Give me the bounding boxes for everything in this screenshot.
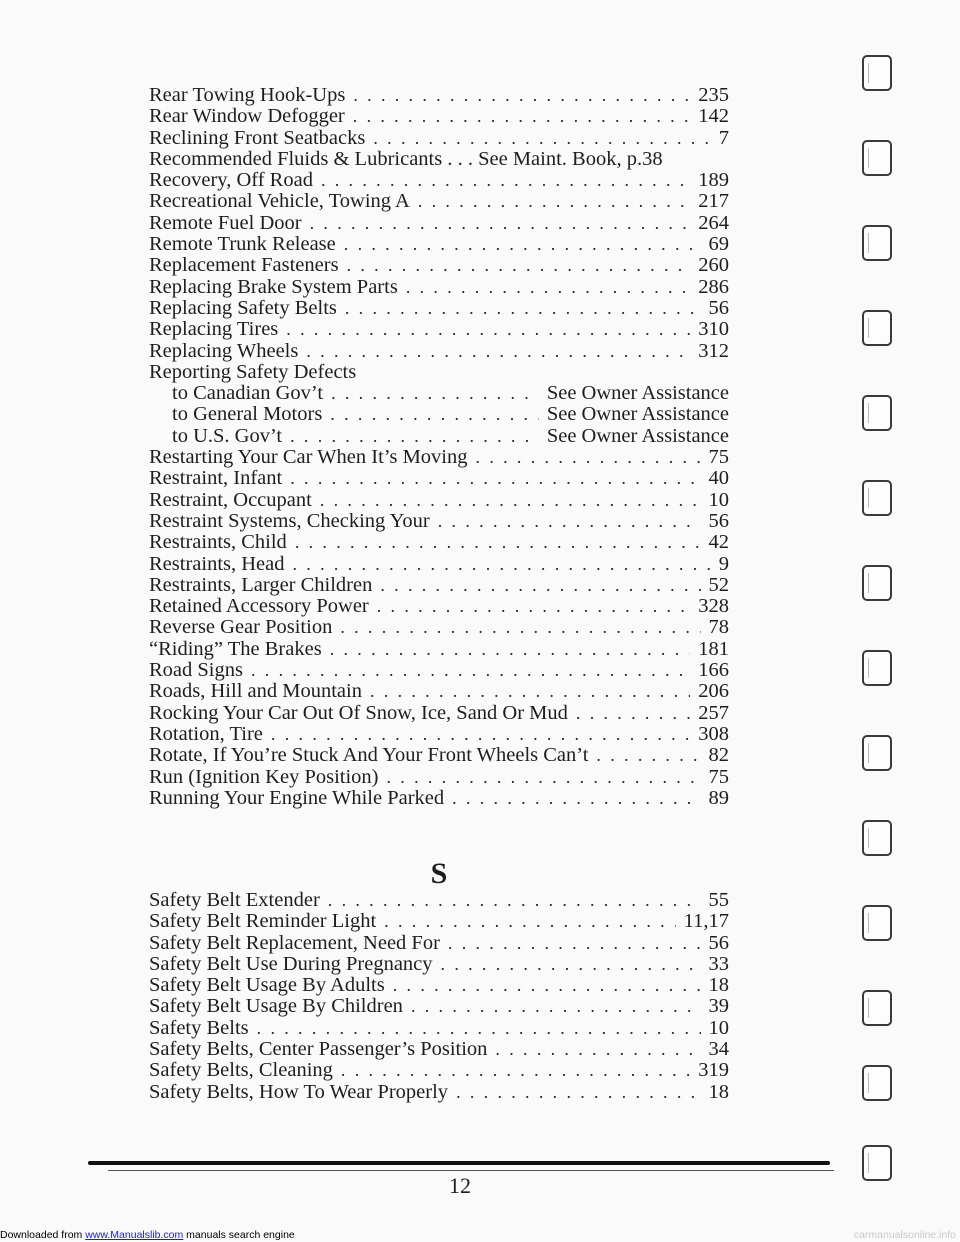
binder-tabs — [858, 55, 898, 1175]
entry-label: Recovery, Off Road — [149, 170, 313, 192]
dot-leader — [406, 277, 690, 298]
entry-label: Replacing Tires — [149, 319, 279, 341]
dot-leader — [331, 383, 539, 404]
binder-tab — [862, 140, 892, 176]
entry-page: 89 — [708, 787, 729, 809]
binder-tab — [862, 1065, 892, 1101]
dot-leader — [456, 1082, 700, 1103]
index-entry — [149, 681, 729, 702]
index-entry — [149, 298, 729, 319]
entry-label: Road Signs — [149, 660, 243, 682]
binder-tab — [862, 735, 892, 771]
entry-page: 166 — [698, 660, 729, 682]
binder-tab — [862, 480, 892, 516]
dot-leader — [321, 170, 690, 191]
index-entry — [149, 255, 729, 276]
dot-leader — [380, 575, 700, 596]
dot-leader — [495, 1039, 700, 1060]
dot-leader — [384, 911, 675, 932]
entry-label: Safety Belt Usage By Children — [149, 996, 403, 1018]
index-list-r — [149, 85, 729, 809]
entry-label: Rotate, If You’re Stuck And Your Front Wheels Can’t — [149, 745, 589, 767]
entry-page: 286 — [698, 276, 729, 298]
index-entry — [149, 468, 729, 489]
entry-page: 69 — [708, 234, 729, 256]
dot-leader — [448, 933, 701, 954]
entry-page: 40 — [708, 468, 729, 490]
entry-label: Safety Belt Extender — [149, 890, 320, 911]
entry-label: Reporting Safety Defects — [149, 361, 357, 383]
dot-leader — [295, 532, 701, 553]
dot-leader — [341, 1060, 690, 1081]
dot-leader — [328, 890, 701, 911]
download-notice — [0, 1229, 295, 1242]
dot-leader — [340, 617, 700, 638]
entry-page: 34 — [708, 1039, 729, 1061]
dot-leader — [330, 404, 539, 425]
entry-page: 55 — [708, 890, 729, 911]
entry-page: 260 — [698, 255, 729, 277]
index-list-s — [149, 890, 729, 1103]
dot-leader — [596, 745, 700, 766]
index-entry — [149, 213, 729, 234]
binder-tab — [862, 395, 892, 431]
dot-leader — [344, 234, 701, 255]
dot-leader — [290, 426, 539, 447]
dot-leader — [438, 511, 701, 532]
entry-label: “Riding” The Brakes — [149, 638, 322, 660]
index-entry — [149, 996, 729, 1017]
footer-prefix: Downloaded from — [0, 1229, 86, 1241]
entry-page: 56 — [708, 297, 729, 319]
index-entry — [149, 447, 729, 468]
entry-label: Replacement Fasteners — [149, 255, 339, 277]
entry-label: Remote Fuel Door — [149, 212, 302, 234]
entry-label: Restarting Your Car When It’s Moving — [149, 447, 468, 469]
entry-label: Safety Belts — [149, 1017, 249, 1039]
dot-leader — [330, 639, 691, 660]
entry-page: See Owner Assistance — [546, 425, 729, 447]
dot-leader — [257, 1018, 701, 1039]
entry-page: See Owner Assistance — [546, 404, 729, 426]
entry-page: 264 — [698, 212, 729, 234]
index-entry — [149, 128, 729, 149]
entry-page: 78 — [708, 617, 729, 639]
index-entry — [149, 149, 729, 170]
index-entry — [149, 85, 729, 106]
entry-label: Rocking Your Car Out Of Snow, Ice, Sand Or Mud — [149, 702, 568, 724]
dot-leader — [347, 255, 691, 276]
index-entry — [149, 1060, 729, 1081]
dot-leader — [306, 341, 690, 362]
entry-label: to General Motors — [172, 404, 323, 426]
index-entry — [149, 554, 729, 575]
entry-page: 82 — [708, 745, 729, 767]
binder-tab — [862, 310, 892, 346]
entry-page: 52 — [708, 574, 729, 596]
dot-leader — [386, 767, 700, 788]
entry-label: to Canadian Gov’t — [172, 383, 324, 405]
index-entry — [149, 1039, 729, 1060]
dot-leader — [418, 191, 690, 212]
index-entry — [149, 703, 729, 724]
binder-tab — [862, 820, 892, 856]
entry-page: 189 — [698, 170, 729, 192]
entry-label: Safety Belts, Center Passenger’s Position — [149, 1039, 488, 1061]
entry-page: 206 — [698, 681, 729, 703]
dot-leader — [393, 975, 701, 996]
dot-leader — [353, 85, 690, 106]
binder-tab — [862, 55, 892, 91]
index-subentry — [149, 383, 729, 404]
index-entry — [149, 975, 729, 996]
watermark: carmanualsonline.info — [853, 1229, 956, 1241]
entry-page: 235 — [698, 85, 729, 106]
index-entry — [149, 234, 729, 255]
download-footer — [0, 1229, 960, 1242]
binder-tab — [862, 905, 892, 941]
dot-leader — [251, 660, 690, 681]
entry-label: Rotation, Tire — [149, 723, 263, 745]
entry-label: Safety Belts, Cleaning — [149, 1060, 333, 1082]
page-number: 12 — [449, 1173, 471, 1198]
entry-label: Remote Trunk Release — [149, 234, 336, 256]
index-entry — [149, 745, 729, 766]
binder-tab — [862, 565, 892, 601]
dot-leader — [576, 703, 690, 724]
entry-label: Safety Belt Use During Pregnancy — [149, 953, 433, 975]
index-entry — [149, 911, 729, 932]
entry-page: 319 — [698, 1060, 729, 1082]
dot-leader — [290, 468, 700, 489]
dot-leader — [452, 788, 700, 809]
entry-label: Rear Window Defogger — [149, 106, 345, 128]
entry-label: Replacing Brake System Parts — [149, 276, 398, 298]
dot-leader — [441, 954, 701, 975]
entry-label: Retained Accessory Power — [149, 596, 369, 618]
entry-page: 42 — [708, 532, 729, 554]
binder-tab — [862, 225, 892, 261]
entry-page: 181 — [698, 638, 729, 660]
index-entry — [149, 788, 729, 809]
dot-leader — [310, 213, 691, 234]
entry-page: 7 — [718, 127, 729, 149]
entry-page: 142 — [698, 106, 729, 128]
manualslib-link[interactable]: www.Manualslib.com — [85, 1229, 184, 1241]
entry-page: 33 — [708, 953, 729, 975]
index-entry — [149, 617, 729, 638]
dot-leader — [377, 596, 691, 617]
dot-leader — [286, 319, 690, 340]
entry-label: Safety Belt Usage By Adults — [149, 975, 385, 997]
entry-label: Safety Belts, How To Wear Properly — [149, 1081, 449, 1103]
entry-label: Replacing Safety Belts — [149, 297, 337, 319]
entry-page: 75 — [708, 766, 729, 788]
index-entry — [149, 106, 729, 127]
index-entry — [149, 660, 729, 681]
entry-label: Rear Towing Hook-Ups — [149, 85, 346, 106]
index-entry — [149, 1082, 729, 1103]
footer-rule-thin — [108, 1170, 834, 1171]
index-entry — [149, 767, 729, 788]
entry-page: 312 — [698, 340, 729, 362]
index-subentry — [149, 426, 729, 447]
entry-page: 217 — [698, 191, 729, 213]
entry-page: 328 — [698, 596, 729, 618]
entry-label: Safety Belt Replacement, Need For — [149, 932, 440, 954]
index-entry — [149, 362, 729, 383]
index-entry — [149, 170, 729, 191]
entry-label: Run (Ignition Key Position) — [149, 766, 379, 788]
entry-label: Restraint, Infant — [149, 468, 283, 490]
entry-label: Roads, Hill and Mountain — [149, 681, 362, 703]
dot-leader — [320, 490, 701, 511]
entry-label: Recreational Vehicle, Towing A — [149, 191, 410, 213]
index-entry — [149, 724, 729, 745]
entry-page: 10 — [708, 489, 729, 511]
index-entry — [149, 191, 729, 212]
footer-rule — [88, 1161, 830, 1165]
entry-page: 308 — [698, 723, 729, 745]
index-entry — [149, 933, 729, 954]
entry-label: Safety Belt Reminder Light — [149, 911, 377, 933]
entry-page: 75 — [708, 447, 729, 469]
index-entry — [149, 341, 729, 362]
index-entry — [149, 532, 729, 553]
dot-leader — [373, 128, 710, 149]
entry-page: See Owner Assistance — [546, 383, 729, 405]
entry-page: 56 — [708, 932, 729, 954]
footer-suffix: manuals search engine — [183, 1229, 295, 1241]
entry-page: 310 — [698, 319, 729, 341]
entry-label: to U.S. Gov’t — [172, 425, 283, 447]
dot-leader — [353, 106, 690, 127]
index-entry — [149, 511, 729, 532]
entry-label: Restraints, Larger Children — [149, 574, 373, 596]
index-entry — [149, 954, 729, 975]
index-entry — [149, 319, 729, 340]
binder-tab — [862, 990, 892, 1026]
dot-leader — [476, 447, 701, 468]
entry-page: 11,17 — [683, 911, 729, 933]
entry-label: Restraint Systems, Checking Your — [149, 510, 430, 532]
dot-leader — [293, 554, 711, 575]
index-subentry — [149, 404, 729, 425]
entry-label: Running Your Engine While Parked — [149, 787, 445, 809]
index-entry — [149, 1018, 729, 1039]
entry-label: Reverse Gear Position — [149, 617, 333, 639]
section-letter: S — [430, 857, 448, 890]
binder-tab — [862, 1145, 892, 1181]
index-entry — [149, 277, 729, 298]
dot-leader — [271, 724, 690, 745]
index-entry — [149, 890, 729, 911]
index-entry — [149, 490, 729, 511]
index-entry — [149, 575, 729, 596]
entry-label: Restraints, Head — [149, 553, 285, 575]
binder-tab — [862, 650, 892, 686]
entry-label: Restraint, Occupant — [149, 489, 312, 511]
entry-label: Restraints, Child — [149, 532, 287, 554]
entry-page: 10 — [708, 1017, 729, 1039]
entry-page: 9 — [718, 553, 729, 575]
entry-label: Recommended Fluids & Lubricants . . . See Maint. Book, p.38 — [149, 148, 663, 170]
entry-label: Reclining Front Seatbacks — [149, 127, 366, 149]
dot-leader — [370, 681, 690, 702]
index-entry — [149, 596, 729, 617]
index-entry — [149, 639, 729, 660]
entry-page: 257 — [698, 702, 729, 724]
entry-page: 39 — [708, 996, 729, 1018]
dot-leader — [345, 298, 701, 319]
entry-page: 56 — [708, 510, 729, 532]
dot-leader — [411, 996, 701, 1017]
entry-page: 18 — [708, 975, 729, 997]
entry-label: Replacing Wheels — [149, 340, 299, 362]
entry-page: 18 — [708, 1081, 729, 1103]
